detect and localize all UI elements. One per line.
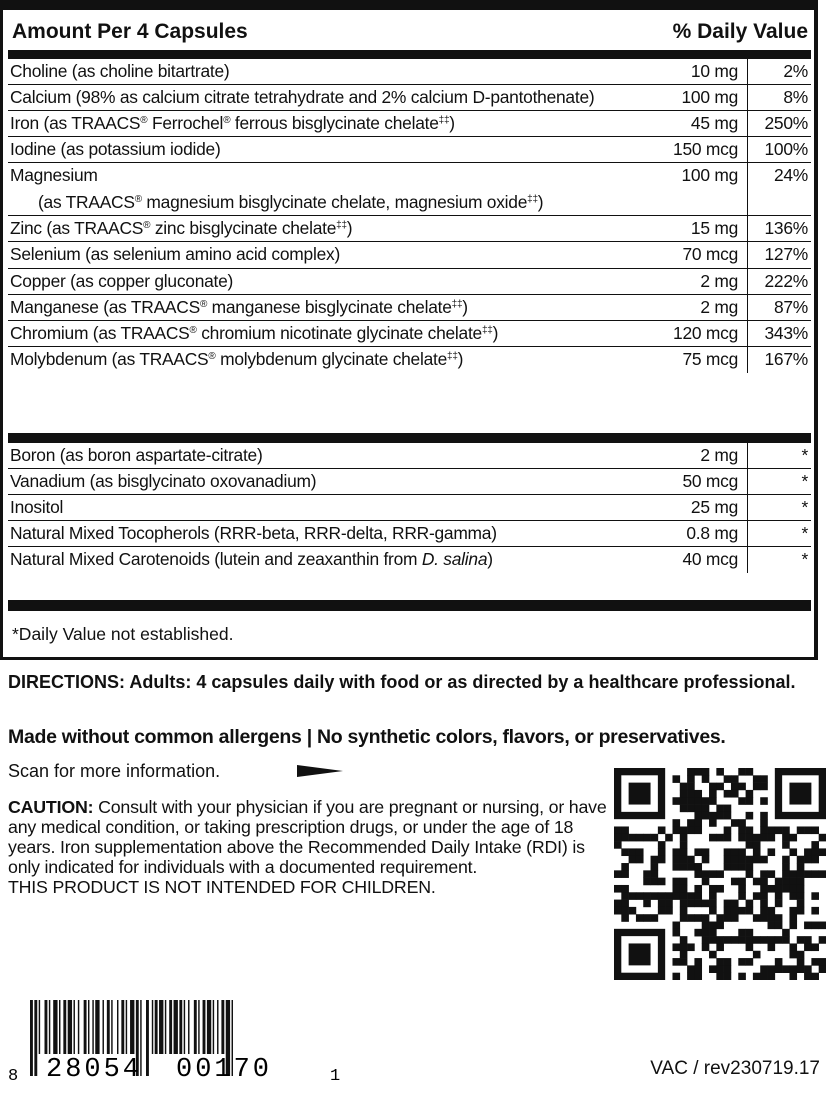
table-row (8, 443, 811, 469)
ingredient-name: Boron (as boron aspartate-citrate) (10, 445, 263, 465)
barcode-bar (111, 1000, 112, 1054)
table-row (8, 111, 811, 137)
ingredient-name (10, 549, 493, 570)
superscript-mark: ® (140, 115, 148, 127)
ingredient-name (10, 113, 455, 134)
qr-code-icon[interactable] (614, 768, 826, 980)
ingredient-name: Magnesium (10, 165, 98, 186)
qr-finder-center (629, 783, 651, 805)
arrow-right-icon (297, 765, 343, 777)
ingredient-amount: 70 mcg (682, 244, 738, 265)
table-row (8, 242, 811, 268)
barcode-bar (179, 1000, 182, 1054)
column-divider (747, 469, 748, 494)
name-part: zinc bisglycinate chelate (150, 218, 337, 239)
name-part: ) (537, 192, 544, 213)
barcode-bar (68, 1000, 72, 1054)
ingredient-daily-value: 127% (764, 244, 808, 265)
column-divider (747, 111, 748, 136)
barcode-bar (45, 1000, 48, 1054)
barcode-bar (53, 1000, 57, 1054)
table-row (8, 216, 811, 242)
superscript-mark: ® (223, 115, 231, 127)
name-part: Molybdenum (as TRAACS (10, 348, 209, 369)
superscript-mark: ® (134, 194, 142, 206)
name-part: Zinc (as TRAACS (10, 218, 144, 239)
caution-label: CAUTION: (8, 797, 94, 817)
name-part: ferrous bisglycinate chelate (230, 113, 439, 134)
column-divider (747, 547, 748, 573)
ingredient-daily-value: * (801, 523, 808, 544)
caution-body: Consult with your physician if you are pregnant or nursing, or have any medical condition, or taking prescription drugs, or under the age of 18 years. Iron supplementation above the Recommended Daily Intake (RDI) is only indicated for individuals with a documented requirement. (8, 797, 607, 877)
column-divider (747, 163, 748, 215)
ingredient-name (10, 297, 468, 318)
ingredient-daily-value: 136% (764, 218, 808, 239)
species-name: D. salina (421, 549, 488, 570)
name-part: ) (487, 549, 493, 570)
table-row (8, 85, 811, 111)
barcode-bar (88, 1000, 89, 1054)
ingredient-daily-value: 167% (764, 348, 808, 369)
ingredient-daily-value: * (801, 445, 808, 465)
barcode-lead-digit: 8 (8, 1067, 19, 1086)
ingredient-daily-value: 250% (764, 113, 808, 134)
superscript-mark: ‡‡ (447, 350, 458, 362)
barcode-bar (130, 1000, 134, 1054)
barcode-bar (169, 1000, 172, 1054)
ingredient-daily-value: 24% (773, 165, 808, 186)
ingredient-amount: 75 mcg (682, 348, 738, 369)
daily-value-header: % Daily Value (672, 20, 808, 43)
table-row (8, 59, 811, 85)
superscript-mark: ‡‡ (481, 324, 493, 336)
barcode-bar (198, 1000, 199, 1054)
table-row (8, 495, 811, 521)
superscript-mark: ‡‡ (527, 194, 538, 206)
barcode-group-1: 28054 (46, 1055, 143, 1085)
nutrient-table (8, 59, 811, 373)
barcode-group-2: 00170 (176, 1055, 273, 1085)
barcode-bar (203, 1000, 206, 1054)
allergen-statement: Made without common allergens | No synthetic colors, flavors, or preservatives. (8, 726, 726, 748)
barcode-bar (39, 1000, 40, 1054)
column-divider (747, 347, 748, 373)
ingredient-amount: 2 mg (700, 270, 738, 291)
table-row (8, 347, 811, 373)
barcode-bar (159, 1000, 163, 1054)
children-warning: THIS PRODUCT IS NOT INTENDED FOR CHILDREN. (8, 877, 436, 897)
superscript-mark: ‡‡ (451, 298, 463, 310)
ingredient-name (10, 323, 498, 344)
name-part: magnesium bisglycinate chelate, magnesium oxide (141, 192, 528, 213)
barcode (0, 990, 360, 1090)
ingredient-name: Inositol (10, 497, 64, 518)
barcode-bar (126, 1000, 127, 1054)
caution-text (8, 797, 608, 897)
name-part: Natural Mixed Carotenoids (lutein and zeaxanthin from (10, 549, 422, 570)
barcode-bar (59, 1000, 60, 1054)
ingredient-amount: 2 mg (700, 296, 738, 317)
barcode-bar (95, 1000, 99, 1054)
scan-text: Scan for more information. (8, 761, 221, 781)
column-divider (747, 295, 748, 320)
barcode-bar (30, 1000, 33, 1076)
name-part: Ferrochel (147, 113, 224, 134)
ingredient-amount: 0.8 mg (686, 523, 738, 544)
name-part: Iron (as TRAACS (10, 113, 141, 134)
ingredient-amount: 40 mcg (682, 549, 738, 570)
ingredient-daily-value: * (801, 549, 808, 570)
barcode-bar (155, 1000, 158, 1054)
table-row (8, 547, 811, 573)
qr-finder-center (629, 943, 651, 965)
column-divider (747, 85, 748, 110)
ingredient-daily-value: 222% (764, 270, 808, 291)
superscript-mark: ‡‡ (438, 115, 450, 127)
ingredient-source (38, 192, 543, 213)
barcode-bar (184, 1000, 185, 1054)
ingredient-name (10, 218, 352, 239)
table-row (8, 321, 811, 347)
column-divider (747, 321, 748, 346)
barcode-bar (34, 1000, 37, 1076)
name-part: ) (346, 218, 353, 239)
ingredient-daily-value: 8% (783, 87, 808, 108)
name-part: ) (492, 322, 499, 343)
column-divider (747, 59, 748, 84)
superscript-mark: ® (208, 350, 216, 362)
table-row (8, 469, 811, 495)
barcode-bar (84, 1000, 87, 1054)
barcode-bar (207, 1000, 211, 1054)
barcode-bar (121, 1000, 124, 1054)
column-divider (747, 443, 748, 468)
name-part: (as TRAACS (38, 192, 135, 213)
table-row (8, 269, 811, 295)
barcode-bar (188, 1000, 189, 1054)
name-part: Chromium (as TRAACS (10, 322, 190, 343)
table-row (8, 295, 811, 321)
barcode-check-digit: 1 (330, 1067, 341, 1086)
ingredient-daily-value: 2% (783, 61, 808, 81)
amount-header: Amount Per 4 Capsules (12, 20, 248, 43)
ingredient-name (10, 349, 463, 370)
bottom-rule (8, 600, 811, 611)
column-divider (747, 521, 748, 546)
barcode-bar (165, 1000, 166, 1054)
ingredient-amount: 10 mg (690, 61, 738, 81)
other-ingredients-table (8, 443, 811, 573)
column-divider (747, 242, 748, 267)
directions: DIRECTIONS: Adults: 4 capsules daily with food or as directed by a healthcare professional. (8, 672, 796, 692)
barcode-bar (146, 1000, 149, 1076)
column-divider (747, 137, 748, 162)
section-rule (8, 433, 811, 443)
ingredient-amount: 120 mcg (673, 322, 738, 343)
ingredient-daily-value: * (801, 471, 808, 492)
name-part: manganese bisglycinate chelate (207, 296, 452, 317)
ingredient-daily-value: 343% (764, 322, 808, 343)
ingredient-name: Copper (as copper gluconate) (10, 270, 234, 291)
barcode-bar (213, 1000, 214, 1054)
ingredient-amount: 2 mg (700, 445, 738, 465)
superscript-mark: ® (199, 298, 208, 310)
barcode-bar (194, 1000, 197, 1054)
ingredient-daily-value: 100% (764, 139, 808, 160)
barcode-bar (174, 1000, 178, 1054)
ingredient-name: Natural Mixed Tocopherols (RRR-beta, RRR-delta, RRR-gamma) (10, 523, 497, 544)
name-part: ) (462, 296, 468, 317)
table-row (8, 163, 811, 216)
ingredient-name: Selenium (as selenium amino acid complex) (10, 244, 340, 265)
column-divider (747, 495, 748, 520)
ingredient-amount: 50 mcg (682, 471, 738, 492)
ingredient-name: Calcium (98% as calcium citrate tetrahydrate and 2% calcium D-pantothenate) (10, 87, 595, 108)
superscript-mark: ® (189, 324, 197, 336)
ingredient-amount: 100 mg (681, 87, 738, 108)
barcode-bar (78, 1000, 79, 1054)
barcode-bar (74, 1000, 75, 1054)
barcode-bar (221, 1000, 224, 1054)
ingredient-daily-value: 87% (773, 296, 808, 317)
ingredient-name: Choline (as choline bitartrate) (10, 61, 230, 81)
name-part: chromium nicotinate glycinate chelate (196, 322, 482, 343)
ingredient-daily-value: * (801, 497, 808, 518)
barcode-bar (49, 1000, 50, 1054)
barcode-bar (117, 1000, 118, 1054)
ingredient-amount: 45 mg (690, 113, 738, 134)
barcode-bar (107, 1000, 110, 1054)
barcode-bar (152, 1000, 153, 1054)
header-rule (8, 50, 811, 59)
barcode-bar (217, 1000, 218, 1054)
ingredient-amount: 100 mg (681, 165, 738, 186)
panel-header (8, 14, 812, 50)
top-bar (3, 0, 818, 10)
ingredient-amount: 25 mg (690, 497, 738, 518)
name-part: Manganese (as TRAACS (10, 296, 200, 317)
table-row (8, 137, 811, 163)
name-part: ) (449, 113, 455, 134)
barcode-bar (103, 1000, 104, 1054)
version-code: VAC / rev230719.17 (650, 1058, 820, 1079)
superscript-mark: ‡‡ (336, 220, 347, 232)
ingredient-amount: 15 mg (690, 218, 738, 239)
superscript-mark: ® (143, 220, 151, 232)
table-row (8, 521, 811, 547)
column-divider (747, 216, 748, 241)
ingredient-name: Vanadium (as bisglycinato oxovanadium) (10, 471, 317, 492)
name-part: ) (457, 348, 464, 369)
ingredient-amount: 150 mcg (673, 139, 738, 160)
qr-finder-center (789, 783, 811, 805)
name-part: molybdenum glycinate chelate (215, 348, 448, 369)
barcode-bar (92, 1000, 93, 1054)
ingredient-name: Iodine (as potassium iodide) (10, 139, 221, 160)
barcode-bar (63, 1000, 66, 1054)
column-divider (747, 269, 748, 294)
footnote: *Daily Value not established. (12, 624, 234, 644)
